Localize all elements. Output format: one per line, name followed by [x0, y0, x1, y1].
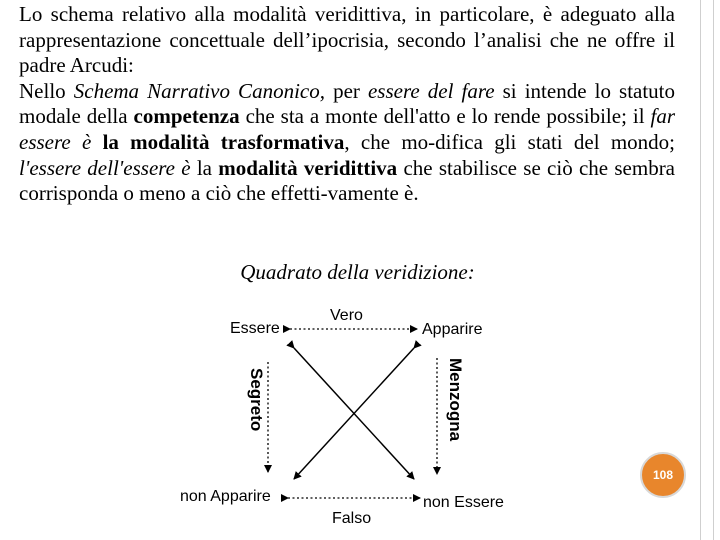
- text-run: che sta a monte dell'atto e lo rende possibile; il: [239, 104, 651, 129]
- text-italic: essere del fare: [367, 78, 495, 103]
- text-run: la: [190, 155, 219, 180]
- slide-frame-right: [700, 0, 714, 540]
- corner-essere: Essere: [230, 320, 280, 337]
- text-bold: la modalità trasformativa: [102, 129, 345, 154]
- text-italic: l'essere dell'essere è: [19, 155, 191, 180]
- corner-non-essere: non Essere: [423, 494, 504, 511]
- text-run: per: [324, 78, 368, 103]
- text-bold: competenza: [133, 104, 240, 129]
- paragraph-definition: [19, 79, 675, 207]
- text-run: che stabilisce se ciò che sembra corrisponda o meno a ciò che effetti-vamente è.: [19, 155, 676, 206]
- edge-label-falso: Falso: [332, 510, 372, 527]
- text-run: , che mo-difica gli stati del mondo;: [344, 129, 675, 154]
- text-italic: Schema Narrativo Canonico,: [73, 78, 325, 103]
- edge-label-segreto: Segreto: [247, 368, 266, 432]
- edge-label-vero: Vero: [330, 307, 363, 324]
- veridiction-square: [170, 296, 520, 528]
- text-run: si intende lo statuto modale della: [19, 78, 676, 129]
- diagram-caption: Quadrato della veridizione:: [240, 260, 475, 284]
- text-bold: modalità veridittiva: [218, 155, 398, 180]
- corner-non-apparire: non Apparire: [180, 488, 271, 505]
- text-run: [91, 130, 102, 154]
- text-italic: far essere è: [19, 104, 675, 154]
- corner-apparire: Apparire: [422, 321, 483, 338]
- body-text: [19, 2, 675, 207]
- text-run: Nello: [19, 78, 74, 103]
- paragraph-intro: Lo schema relativo alla modalità veridittiva, in particolare, è adeguato alla rappresentazione concettuale dell’ipocrisia, secondo l’analisi che ne offre il padre Arcudi:: [19, 2, 675, 78]
- page-number-badge: 108: [640, 452, 686, 498]
- edge-label-menzogna: Menzogna: [446, 358, 465, 442]
